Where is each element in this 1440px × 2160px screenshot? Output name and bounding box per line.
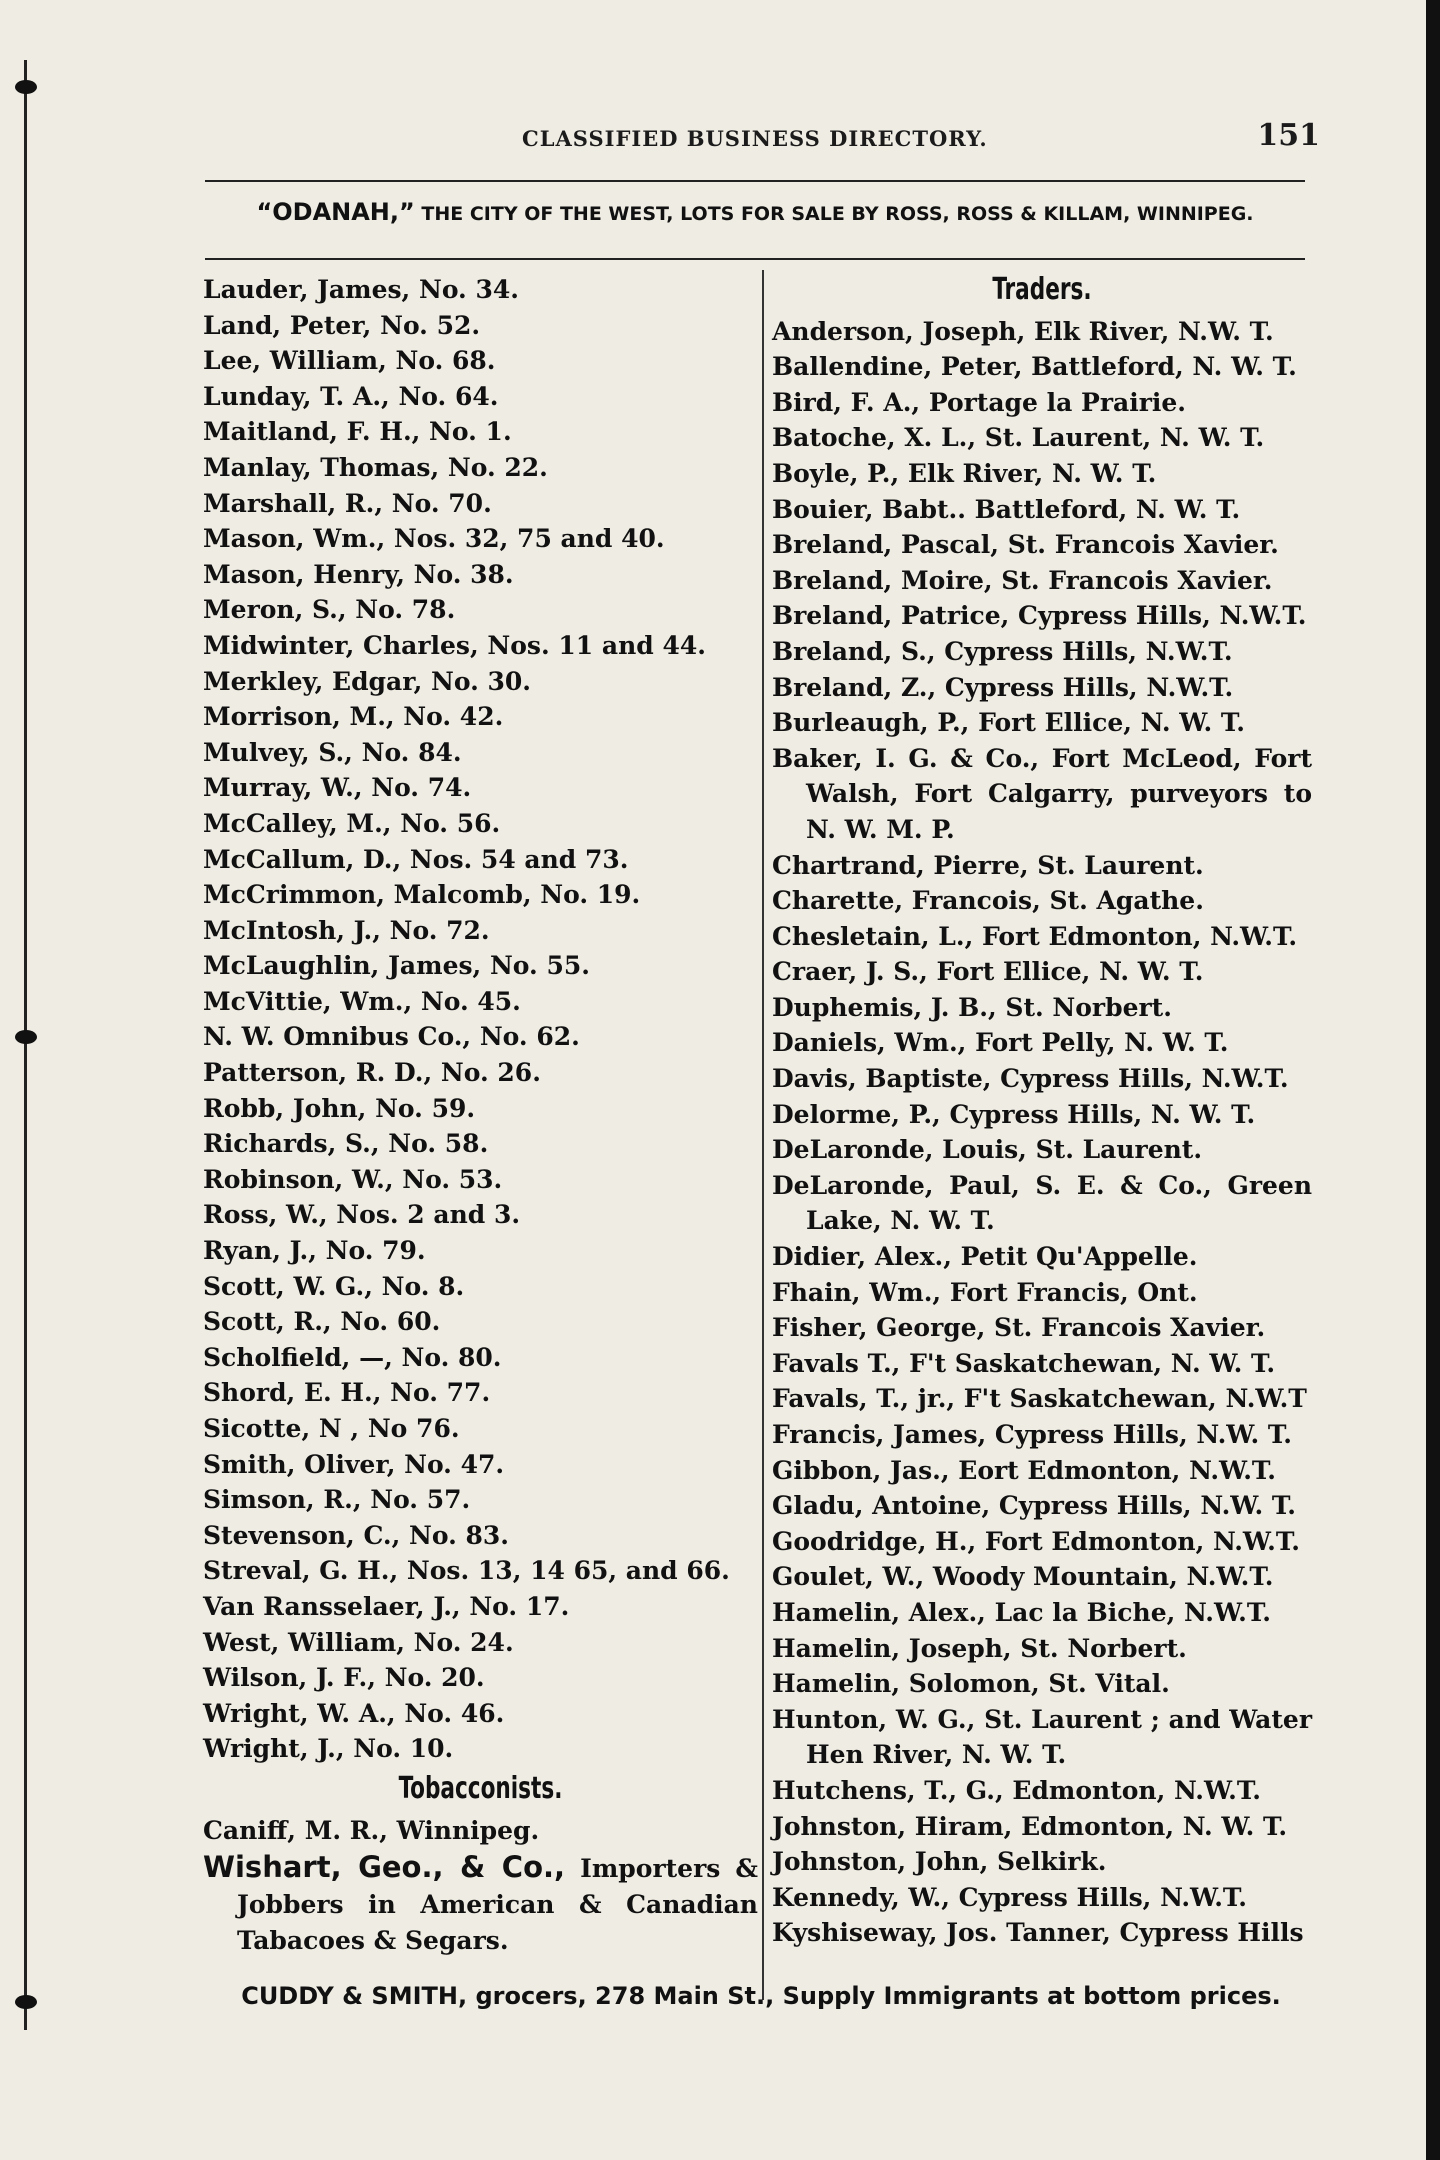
list-item: Delorme, P., Cypress Hills, N. W. T. [772,1099,1256,1129]
list-item: Robinson, W., No. 53. [203,1164,503,1194]
wishart-entry [203,1849,758,1959]
list-item: Merkley, Edgar, No. 30. [203,666,531,696]
wishart-description: Importers & Jobbers in American & Canadian Tabacoes & Segars. [237,1853,758,1955]
list-item: Wilson, J. F., No. 20. [203,1663,485,1693]
binding-knot-icon [15,1030,37,1044]
list-item: Ballendine, Peter, Battleford, N. W. T. [772,352,1297,382]
list-item: Morrison, M., No. 42. [203,702,504,732]
list-item: Hamelin, Alex., Lac la Biche, N.W.T. [772,1597,1271,1627]
list-item: Lauder, James, No. 34. [203,275,519,304]
list-item: McVittie, Wm., No. 45. [203,986,521,1016]
list-item: Marshall, R., No. 70. [203,488,492,518]
list-item: Ross, W., Nos. 2 and 3. [203,1200,521,1230]
list-item: Midwinter, Charles, Nos. 11 and 44. [203,630,706,660]
ad-text: THE CITY OF THE WEST, LOTS FOR SALE BY ROSS, ROSS & KILLAM, WINNIPEG. [421,203,1254,225]
list-item: Lunday, T. A., No. 64. [203,381,499,411]
list-item: Richards, S., No. 58. [203,1129,489,1159]
list-item: Johnston, Hiram, Edmonton, N. W. T. [772,1811,1288,1841]
list-item: Kyshiseway, Jos. Tanner, Cypress Hills [772,1918,1304,1948]
list-item: Breland, Patrice, Cypress Hills, N.W.T. [772,601,1307,631]
list-item: Batoche, X. L., St. Laurent, N. W. T. [772,423,1265,453]
list-item: Craer, J. S., Fort Ellice, N. W. T. [772,957,1204,987]
list-item: Breland, Z., Cypress Hills, N.W.T. [772,672,1234,702]
list-item: Stevenson, C., No. 83. [203,1520,510,1550]
list-item: Favals T., F't Saskatchewan, N. W. T. [772,1348,1276,1378]
page-header [200,118,1320,158]
list-item: Boyle, P., Elk River, N. W. T. [772,458,1157,488]
list-item: Duphemis, J. B., St. Norbert. [772,992,1172,1022]
list-item: Caniff, M. R., Winnipeg. [203,1815,540,1845]
list-item: Hamelin, Joseph, St. Norbert. [772,1633,1187,1663]
list-item: Murray, W., No. 74. [203,773,472,803]
page-number: 151 [1257,118,1320,153]
list-item: Mulvey, S., No. 84. [203,737,462,767]
list-item: Kennedy, W., Cypress Hills, N.W.T. [772,1882,1248,1912]
list-item: Maitland, F. H., No. 1. [203,417,512,447]
list-item: Scholfield, —, No. 80. [203,1342,502,1372]
list-item: Chesletain, L., Fort Edmonton, N.W.T. [772,921,1298,951]
binding-thread [24,60,27,2030]
list-item: DeLaronde, Louis, St. Laurent. [772,1135,1203,1165]
list-item: Bouier, Babt.. Battleford, N. W. T. [772,494,1241,524]
header-rule [205,180,1305,182]
list-item: Simson, R., No. 57. [203,1485,471,1515]
list-item: Smith, Oliver, No. 47. [203,1449,505,1479]
list-item: Breland, Moire, St. Francois Xavier. [772,565,1273,595]
list-item: Didier, Alex., Petit Qu'Appelle. [772,1242,1198,1272]
list-item: Hunton, W. G., St. Laurent ; and Water Hen River, N. W. T. [772,1704,1312,1770]
page-title: CLASSIFIED BUSINESS DIRECTORY. [522,126,988,151]
binding-knot-icon [15,1995,37,2009]
ad-brand: “ODANAH,” [256,198,415,226]
list-item: DeLaronde, Paul, S. E. & Co., Green Lake, N. W. T. [772,1170,1312,1236]
list-item: Wright, J., No. 10. [203,1734,454,1764]
left-entry-list [203,272,758,1767]
tobacconists-heading: Tobacconists. [398,1770,563,1806]
list-item: Gladu, Antoine, Cypress Hills, N.W. T. [772,1491,1296,1521]
ad-rule [205,258,1305,260]
tobacconist-entry-list [203,1813,758,1849]
list-item: Daniels, Wm., Fort Pelly, N. W. T. [772,1028,1229,1058]
list-item: Manlay, Thomas, No. 22. [203,452,548,482]
list-item: McIntosh, J., No. 72. [203,915,490,945]
traders-list [772,314,1312,1951]
list-item: West, William, No. 24. [203,1627,514,1657]
list-item: Johnston, John, Selkirk. [772,1847,1107,1877]
list-item: Hamelin, Solomon, St. Vital. [772,1669,1170,1699]
list-item: Sicotte, N , No 76. [203,1414,460,1443]
list-item: Goodridge, H., Fort Edmonton, N.W.T. [772,1526,1300,1556]
list-item: Fhain, Wm., Fort Francis, Ont. [772,1277,1198,1307]
list-item: Francis, James, Cypress Hills, N.W. T. [772,1420,1292,1449]
list-item: Robb, John, No. 59. [203,1093,476,1123]
list-item: Mason, Henry, No. 38. [203,559,514,589]
column-divider [762,270,764,2000]
list-item: Hutchens, T., G., Edmonton, N.W.T. [772,1775,1261,1805]
list-item: Meron, S., No. 78. [203,595,456,625]
list-item: Anderson, Joseph, Elk River, N.W. T. [772,316,1274,346]
page-edge [1426,0,1440,2160]
list-item: Fisher, George, St. Francois Xavier. [772,1313,1266,1343]
wishart-name: Wishart, Geo., & Co., [203,1849,566,1884]
list-item: Favals, T., jr., F't Saskatchewan, N.W.T [772,1384,1307,1414]
list-item: Patterson, R. D., No. 26. [203,1058,541,1088]
binding-knot-icon [15,80,37,94]
list-item: Davis, Baptiste, Cypress Hills, N.W.T. [772,1064,1289,1094]
list-item: McCrimmon, Malcomb, No. 19. [203,880,641,910]
list-item: Scott, R., No. 60. [203,1307,441,1337]
top-advertisement [205,198,1305,226]
bottom-advertisement: CUDDY & SMITH, grocers, 278 Main St., Supply Immigrants at bottom prices. [241,1982,1281,2010]
list-item: Gibbon, Jas., Eort Edmonton, N.W.T. [772,1455,1277,1485]
list-item: Ryan, J., No. 79. [203,1236,426,1266]
list-item: Bird, F. A., Portage la Prairie. [772,387,1186,417]
right-column [772,272,1312,1951]
list-item: Scott, W. G., No. 8. [203,1271,465,1301]
traders-heading: Traders. [992,272,1092,307]
list-item: Goulet, W., Woody Mountain, N.W.T. [772,1562,1274,1592]
list-item: Mason, Wm., Nos. 32, 75 and 40. [203,524,665,554]
list-item: Van Ransselaer, J., No. 17. [203,1591,570,1621]
list-item: Charette, Francois, St. Agathe. [772,886,1204,916]
list-item: Wright, W. A., No. 46. [203,1698,505,1728]
list-item: N. W. Omnibus Co., No. 62. [203,1022,580,1052]
list-item: McCallum, D., Nos. 54 and 73. [203,844,629,874]
list-item: McLaughlin, James, No. 55. [203,951,590,981]
list-item: Land, Peter, No. 52. [203,310,481,340]
list-item: Shord, E. H., No. 77. [203,1378,491,1408]
list-item: Streval, G. H., Nos. 13, 14 65, and 66. [203,1556,730,1586]
list-item: Chartrand, Pierre, St. Laurent. [772,850,1204,880]
list-item: Breland, Pascal, St. Francois Xavier. [772,530,1279,560]
list-item: Burleaugh, P., Fort Ellice, N. W. T. [772,708,1245,738]
list-item: McCalley, M., No. 56. [203,808,501,838]
list-item: Breland, S., Cypress Hills, N.W.T. [772,636,1233,666]
left-column [203,272,758,1959]
list-item: Lee, William, No. 68. [203,346,496,376]
list-item: Baker, I. G. & Co., Fort McLeod, Fort Walsh, Fort Calgarry, purveyors to N. W. M. P. [772,743,1312,844]
tobacconists-list [203,1813,758,1959]
